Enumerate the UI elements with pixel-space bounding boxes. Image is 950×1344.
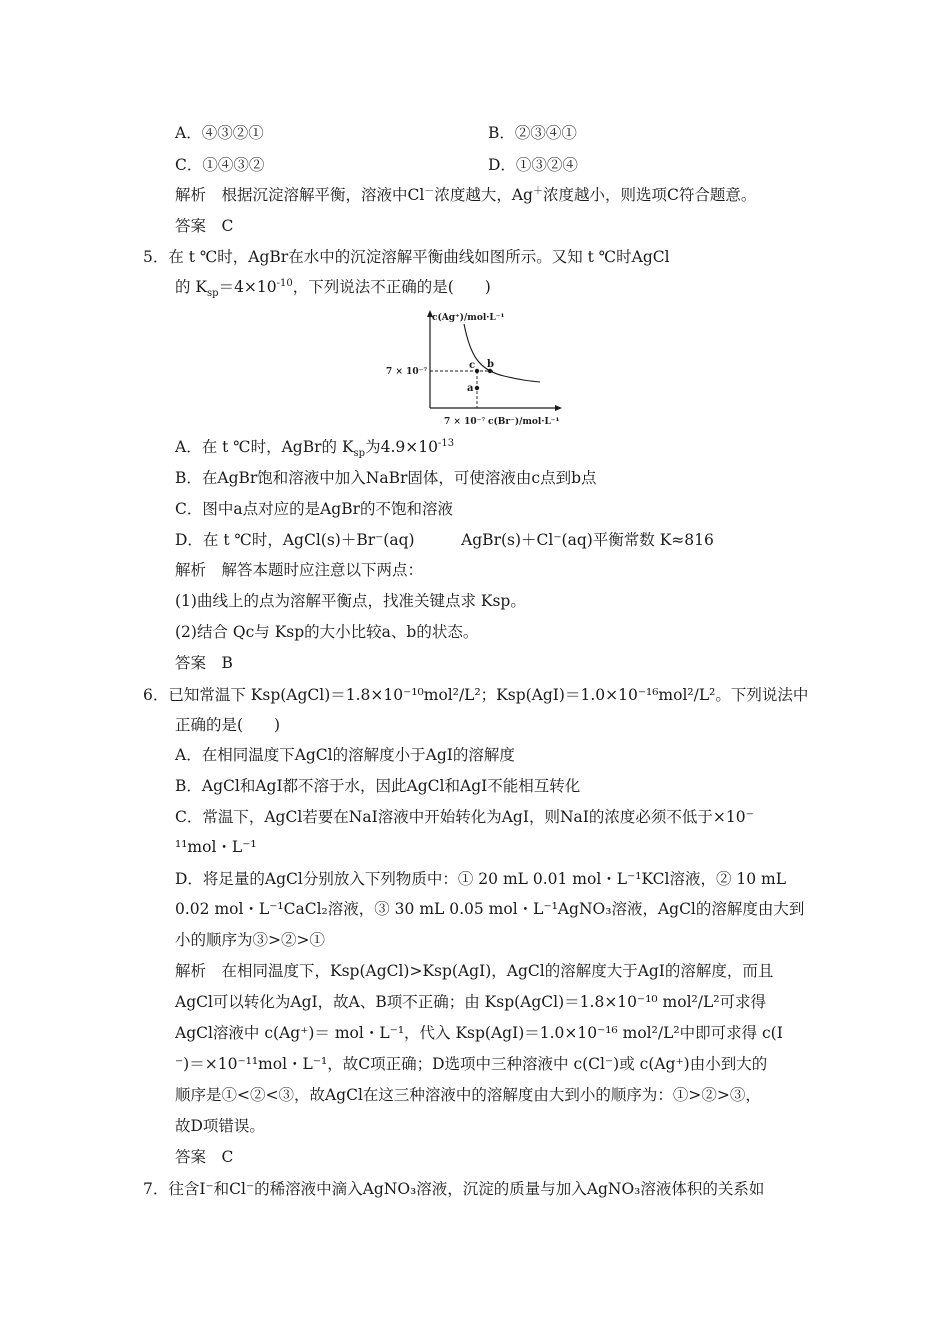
q6-analysis-line6: 故D项错误。 [175, 1117, 265, 1135]
q6-analysis-line4: ⁻)＝×10⁻¹¹mol・L⁻¹，故C项正确；D选项中三种溶液中 c(Cl⁻)或 c(Ag⁺)由小到大的 [175, 1055, 768, 1073]
figure-label-c: c [469, 360, 476, 371]
q5-answer: 答案 B [175, 654, 233, 672]
figure-point-a [475, 386, 479, 390]
figure-x-tick: 7 × 10⁻⁷ [444, 417, 486, 427]
q5-stem-line1: 5．在 t ℃时，AgBr在水中的沉淀溶解平衡曲线如图所示。又知 t ℃时AgCl [143, 248, 670, 266]
q6-analysis-line1: 解析 在相同温度下，Ksp(AgCl)>Ksp(AgI)，AgCl的溶解度大于AgI的溶解度，而且 [175, 962, 774, 980]
figure-point-c [475, 369, 479, 373]
q5-stem-line2: 的 $K_{sp}=4\times 10^{-10}$，下列说法不正确的是( ) [175, 277, 491, 300]
figure-x-label: c(Br⁻)/mol·L⁻¹ [488, 417, 560, 427]
figure-label-b: b [487, 359, 494, 370]
q6-analysis-line3: AgCl溶液中 c(Ag⁺)＝ mol・L⁻¹，代入 Ksp(AgI)＝1.0×10⁻¹⁶ mol²/L²中即可求得 c(I [175, 1024, 783, 1042]
q6-option-c-line2: ¹¹mol・L⁻¹ [175, 838, 257, 856]
q6-option-a: A．在相同温度下AgCl的溶解度小于AgI的溶解度 [175, 746, 515, 764]
q5-analysis: 解析 解答本题时应注意以下两点： [175, 561, 424, 579]
q4-option-b: B．②③④① [488, 124, 577, 142]
q5-option-a: A．在 t ℃时，AgBr的 $K_{sp}$为$4.9\times 10^{-13}$ [175, 437, 455, 460]
q4-option-a: A．④③②① [175, 124, 264, 142]
q6-option-c-line1: C．常温下，AgCl若要在NaI溶液中开始转化为AgI，则NaI的浓度必须不低于×10⁻ [175, 808, 754, 826]
figure-equilibrium-curve [464, 324, 540, 382]
q5-analysis-point1: (1)曲线上的点为溶解平衡点，找准关键点求 Ksp。 [175, 592, 526, 610]
figure-y-tick: 7 × 10⁻⁷ [386, 367, 428, 377]
q7-stem-line1: 7．往含I⁻和Cl⁻的稀溶液中滴入AgNO₃溶液，沉淀的质量与加入AgNO₃溶液体积的关系如 [143, 1180, 765, 1198]
q6-analysis-line2: AgCl可以转化为AgI，故A、B项不正确；由 Ksp(AgCl)＝1.8×10⁻¹⁰ mol²/L²可求得 [175, 993, 766, 1011]
q5-option-d: D．在 t ℃时，AgCl(s)＋Br⁻(aq) AgBr(s)＋Cl⁻(aq)平衡常数 K≈816 [175, 531, 714, 549]
q6-option-d-line1: D．将足量的AgCl分别放入下列物质中：① 20 mL 0.01 mol・L⁻¹KCl溶液，② 10 mL [175, 870, 787, 888]
figure-y-label: c(Ag⁺)/mol·L⁻¹ [432, 313, 505, 323]
figure-label-a: a [467, 383, 474, 394]
q6-option-d-line2: 0.02 mol・L⁻¹CaCl₂溶液，③ 30 mL 0.05 mol・L⁻¹AgNO₃溶液，AgCl的溶解度由大到 [175, 900, 805, 918]
q4-answer: 答案 C [175, 217, 234, 235]
q4-option-d: D．①③②④ [488, 156, 578, 174]
figure-x-axis-arrow [555, 405, 562, 411]
q5-option-c: C．图中a点对应的是AgBr的不饱和溶液 [175, 500, 454, 518]
q4-analysis: 解析 根据沉淀溶解平衡，溶液中Cl－浓度越大，Ag＋浓度越小，则选项C符合题意。 [175, 185, 757, 204]
q6-stem-line1: 6．已知常温下 Ksp(AgCl)＝1.8×10⁻¹⁰mol²/L²；Ksp(AgI)＝1.0×10⁻¹⁶mol²/L²。下列说法中 [143, 686, 809, 704]
q6-option-b: B．AgCl和AgI都不溶于水，因此AgCl和AgI不能相互转化 [175, 777, 581, 795]
q6-stem-line2: 正确的是( ) [175, 716, 281, 734]
q6-analysis-line5: 顺序是①<②<③，故AgCl在这三种溶液中的溶解度由大到小的顺序为：①>②>③， [175, 1086, 761, 1104]
q6-option-d-line3: 小的顺序为③>②>① [175, 931, 325, 949]
q5-option-b: B．在AgBr饱和溶液中加入NaBr固体，可使溶液由c点到b点 [175, 469, 597, 487]
q6-answer: 答案 C [175, 1148, 234, 1166]
q5-analysis-point2: (2)结合 Qc与 Ksp的大小比较a、b的状态。 [175, 623, 479, 641]
agbr-solubility-curve-figure [384, 308, 564, 430]
q4-option-c: C．①④③② [175, 156, 265, 174]
